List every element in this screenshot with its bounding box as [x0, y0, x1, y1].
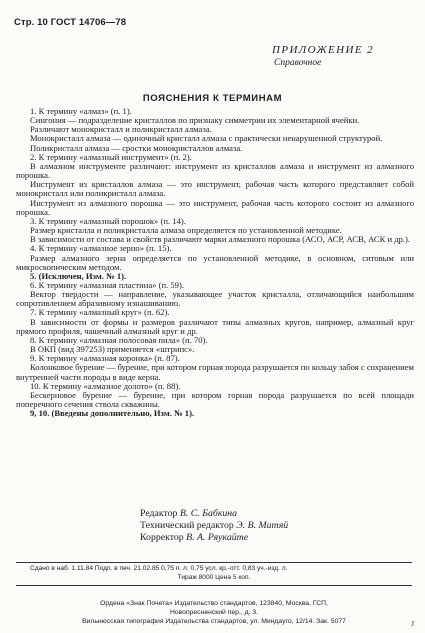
editor-line — [140, 520, 288, 532]
paragraph: 4. К термину «алмазное зерно» (п. 15). — [30, 243, 172, 254]
paragraph: Сингония — подразделение кристаллов по признаку симметрии их элементарной ячейки. — [30, 115, 360, 126]
paragraph: Размер алмазного зерна определяется по установленной методике, в основном, ситовым или микроскопическим методом. — [16, 252, 414, 272]
appendix-label: ПРИЛОЖЕНИЕ 2 — [272, 44, 375, 56]
paragraph: 10. К термину «алмазное долото» (п. 88). — [30, 380, 181, 391]
section-title: ПОЯСНЕНИЯ К ТЕРМИНАМ — [142, 93, 283, 104]
paragraph: Бескерновое бурение — бурение, при котором горная порода разрушается по всей площади поперечного сечения ствола скважины. — [16, 389, 414, 409]
paragraph: Инструмент из кристаллов алмаза — это инструмент, рабочая часть которого представляет собой монокристалл или поликристалл алмаза. — [16, 179, 414, 199]
appendix-block — [272, 44, 392, 68]
imprint-line-1: Сдано в наб. 1.11.84 Подп. в печ. 21.02.85 0,75 п. л. 0,75 усл. кр.-отт. 0,83 уч.-изд. л. — [30, 565, 288, 572]
paragraph: Инструмент из алмазного порошка — это инструмент, рабочая часть которого состоит из алмазного порошка. — [16, 197, 414, 217]
divider-line — [16, 585, 412, 586]
editor-role: Корректор — [140, 532, 184, 543]
paragraph: 8. К термину «алмазная полосовая пила» (п. 70). — [30, 334, 208, 345]
publisher-line-2: Новопресненский пер., д. 3. — [169, 608, 259, 616]
divider-line — [16, 562, 412, 563]
editor-name: Э. В. Митяй — [236, 520, 289, 531]
imprint-block — [16, 565, 412, 582]
paragraph: 7. К термину «алмазный круг» (п. 62). — [30, 307, 170, 318]
corner-mark: J — [411, 620, 414, 628]
publisher-line-3: Вильнюсская типография Издательства стандартов, ул. Миндауго, 12/14. Зак. 5077 — [82, 617, 346, 625]
page-header: Стр. 10 ГОСТ 14706—78 — [14, 17, 127, 28]
editor-role: Технический редактор — [140, 520, 234, 531]
imprint-line-2: Тираж 8000 Цена 5 коп. — [177, 573, 251, 581]
paragraph: В ОКП (вид 397253) применяется «штрипс». — [30, 344, 195, 355]
editor-line — [140, 508, 288, 520]
publisher-block — [16, 600, 412, 626]
paragraph: 3. К термину «алмазный порошок» (п. 14). — [30, 215, 186, 226]
paragraph: Монокристалл алмаза — одиночный кристалл алмаза с практически ненарушенной структурой. — [30, 133, 383, 144]
editor-line — [140, 532, 288, 544]
paragraph: 6. К термину «алмазная пластина» (п. 59). — [30, 279, 184, 290]
paragraph: 5. (Исключен, Изм. № 1). — [30, 270, 127, 281]
editor-name: В. С. Бабкина — [179, 508, 238, 519]
appendix-sublabel: Справочное — [274, 58, 322, 68]
paragraph: 1. К термину «алмаз» (п. 1). — [30, 106, 132, 116]
paragraph: Различают монокристалл и поликристалл алмаза. — [30, 124, 212, 135]
editor-role: Редактор — [140, 508, 178, 519]
paragraph: В зависимости от состава и свойств различают марки алмазного порошка (АСО, АСР, АСВ, АСК и др.). — [30, 234, 411, 245]
paragraph: Вектор твердости — направление, указывающее участок кристалла, отличающийся наибольшим сопротивлением абразивному изнашиванию. — [16, 289, 414, 309]
editors-block — [140, 508, 288, 544]
publisher-line-1: Ордена «Знак Почета» Издательство стандартов, 123840, Москва, ГСП, — [100, 600, 328, 607]
paragraph: Размер кристалла и поликристалла алмаза определяется по установленной методике. — [30, 225, 342, 236]
explanations-body — [16, 107, 414, 418]
editor-name: В. А. Ряукайте — [186, 532, 249, 543]
paragraph: Колонковое бурение — бурение, при котором горная порода разрушается по кольцу забоя с сохранением внутренней части породы в виде керна. — [16, 362, 414, 382]
paragraph: В алмазном инструменте различают: инструмент из кристаллов алмаза и инструмент из алмазного порошка. — [16, 160, 414, 181]
paragraph: В зависимости от формы и размеров различают типы алмазных кругов, например, алмазный круг прямого профиля, чашечный алмазный круг и др. — [16, 316, 414, 336]
paragraph: 9, 10. (Введены дополнительно, Изм. № 1). — [30, 408, 195, 419]
paragraph: Поликристалл алмаза — сростки монокристаллов алмаза. — [30, 142, 243, 153]
paragraph: 9. К термину «алмазная коронка» (п. 87). — [30, 353, 180, 364]
paragraph: 2. К термину «алмазный инструмент» (п. 2). — [30, 151, 192, 162]
